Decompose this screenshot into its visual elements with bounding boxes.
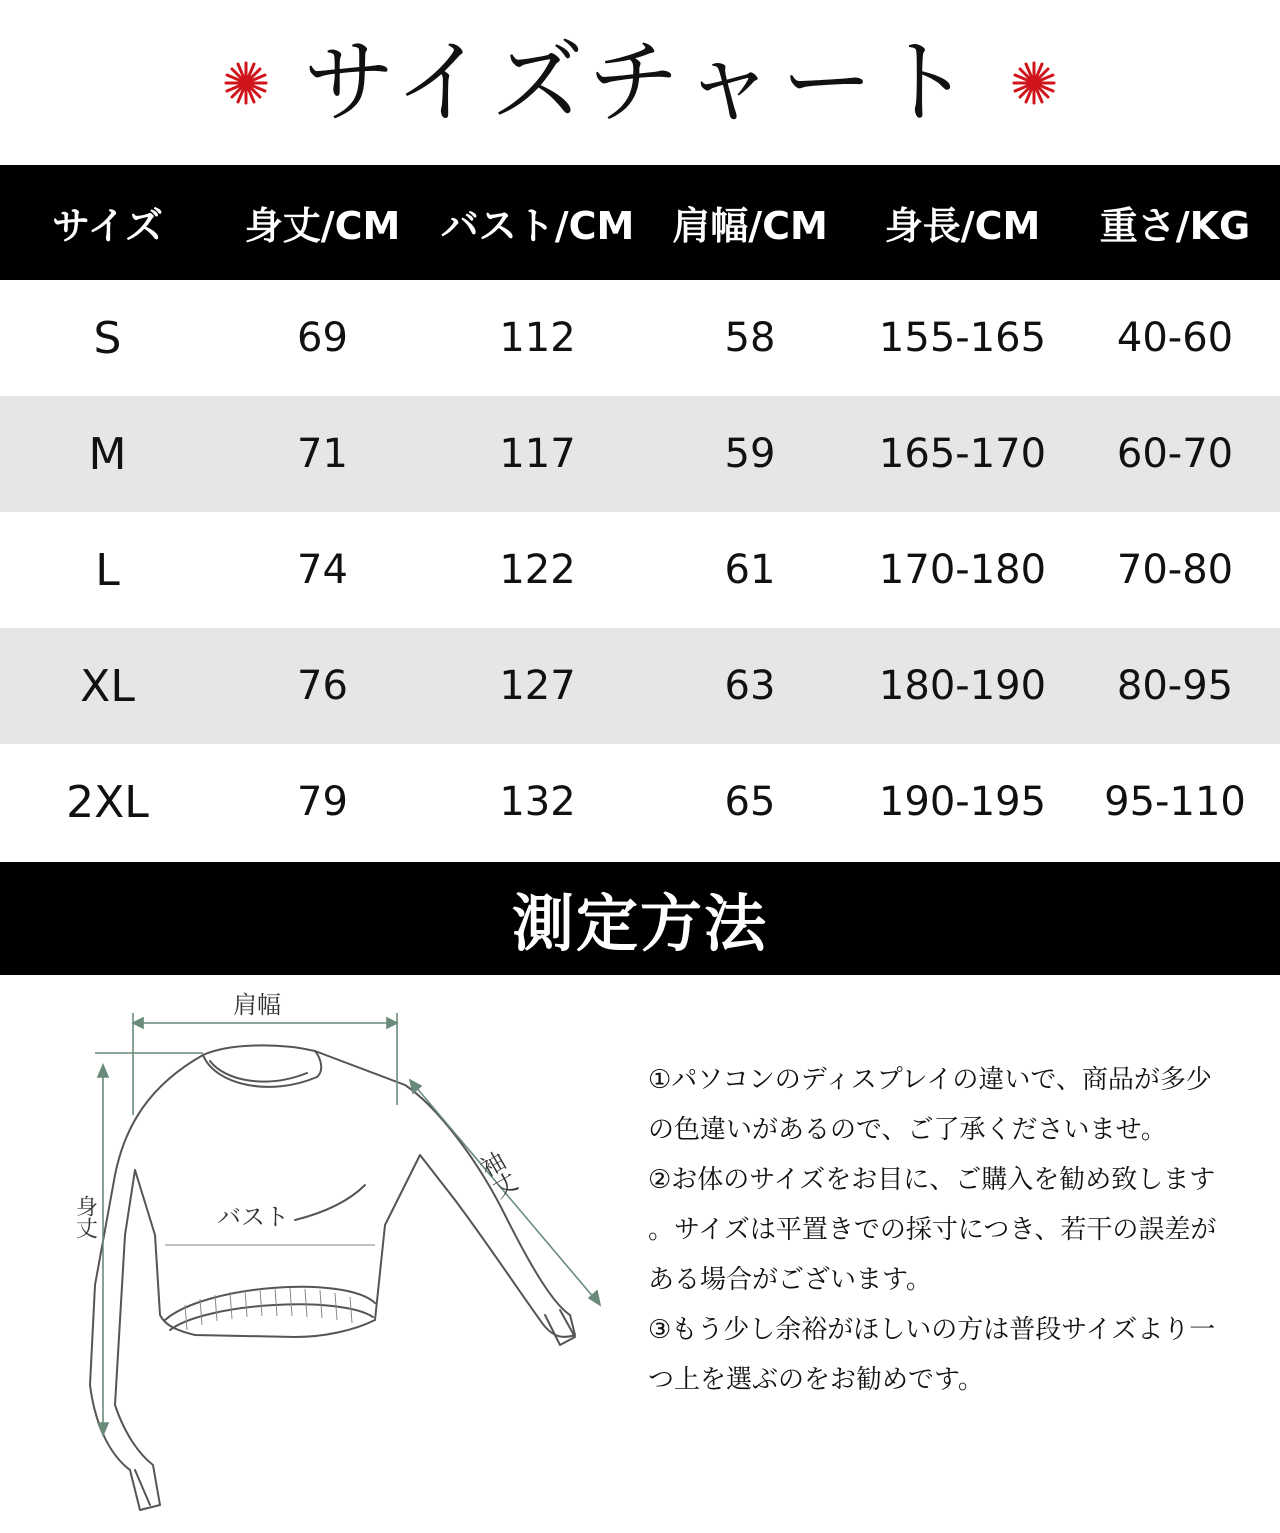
note-line: ②お体のサイズをお目に、ご購入を勧め致します [648, 1165, 1216, 1195]
table-row [0, 396, 1280, 512]
cell-length: 76 [297, 663, 348, 709]
cell-size: 2XL [66, 776, 149, 828]
cell-weight: 40-60 [1116, 315, 1234, 361]
cell-shoulder: 63 [724, 663, 776, 709]
cell-height: 165-170 [878, 431, 1047, 477]
note-line: ある場合がございます。 [648, 1265, 932, 1295]
page-title: サイズチャート [302, 28, 978, 136]
table-row [0, 744, 1280, 860]
cell-weight: 60-70 [1116, 431, 1234, 477]
cell-length: 79 [297, 779, 348, 825]
size-table [0, 165, 1280, 860]
cell-bust: 127 [499, 663, 576, 709]
note-line: つ上を選ぶのをお勧めです。 [648, 1365, 984, 1395]
cell-shoulder: 59 [724, 431, 776, 477]
cell-height: 190-195 [878, 779, 1047, 825]
cell-size: M [88, 428, 127, 480]
header-cell-height: 身長/CM [884, 204, 1041, 248]
cell-height: 155-165 [878, 315, 1047, 361]
header-cell-bust: バスト/CM [440, 204, 635, 248]
red-asterisk-icon [223, 60, 269, 106]
table-header [0, 165, 1280, 280]
table-row [0, 628, 1280, 744]
cell-height: 180-190 [878, 663, 1047, 709]
diagram-label-shoulder: 肩幅 [233, 991, 281, 1019]
section-title: 測定方法 [511, 887, 768, 960]
diagram-label-bust: バスト [217, 1203, 289, 1231]
cell-length: 69 [297, 315, 348, 361]
page-header [0, 0, 1280, 165]
cell-weight: 70-80 [1116, 547, 1234, 593]
note-line: ①パソコンのディスプレイの違いで、商品が多少 [648, 1065, 1212, 1095]
red-asterisk-icon [1011, 60, 1057, 106]
sweater-measurement-diagram [55, 985, 615, 1533]
cell-length: 74 [297, 547, 348, 593]
note-line: 。サイズは平置きでの採寸につき、若干の誤差が [648, 1215, 1217, 1245]
cell-bust: 112 [499, 315, 576, 361]
table-row [0, 512, 1280, 628]
cell-height: 170-180 [878, 547, 1047, 593]
header-cell-weight: 重さ/KG [1099, 204, 1251, 248]
cell-size: S [93, 312, 122, 364]
cell-weight: 80-95 [1116, 663, 1234, 709]
cell-size: L [95, 544, 120, 596]
header-cell-size: サイズ [52, 204, 163, 248]
diagram-label-sleeve: 袖丈 [472, 1147, 521, 1204]
note-line: の色違いがあるので、ご了承くださいませ。 [648, 1115, 1167, 1145]
cell-shoulder: 58 [724, 315, 776, 361]
header-cell-shoulder: 肩幅/CM [672, 204, 828, 248]
cell-bust: 117 [499, 431, 576, 477]
cell-bust: 122 [499, 547, 576, 593]
header-cell-length: 身丈/CM [244, 204, 401, 248]
measurement-section-header [0, 862, 1280, 975]
cell-shoulder: 65 [724, 779, 776, 825]
cell-length: 71 [297, 431, 348, 477]
cell-size: XL [80, 660, 135, 712]
measurement-notes [648, 1055, 1248, 1405]
diagram-label-length: 身丈 [72, 1195, 98, 1239]
cell-shoulder: 61 [724, 547, 776, 593]
cell-bust: 132 [499, 779, 576, 825]
note-line: ③もう少し余裕がほしいの方は普段サイズより一 [648, 1315, 1216, 1345]
table-row [0, 280, 1280, 396]
cell-weight: 95-110 [1104, 779, 1246, 825]
